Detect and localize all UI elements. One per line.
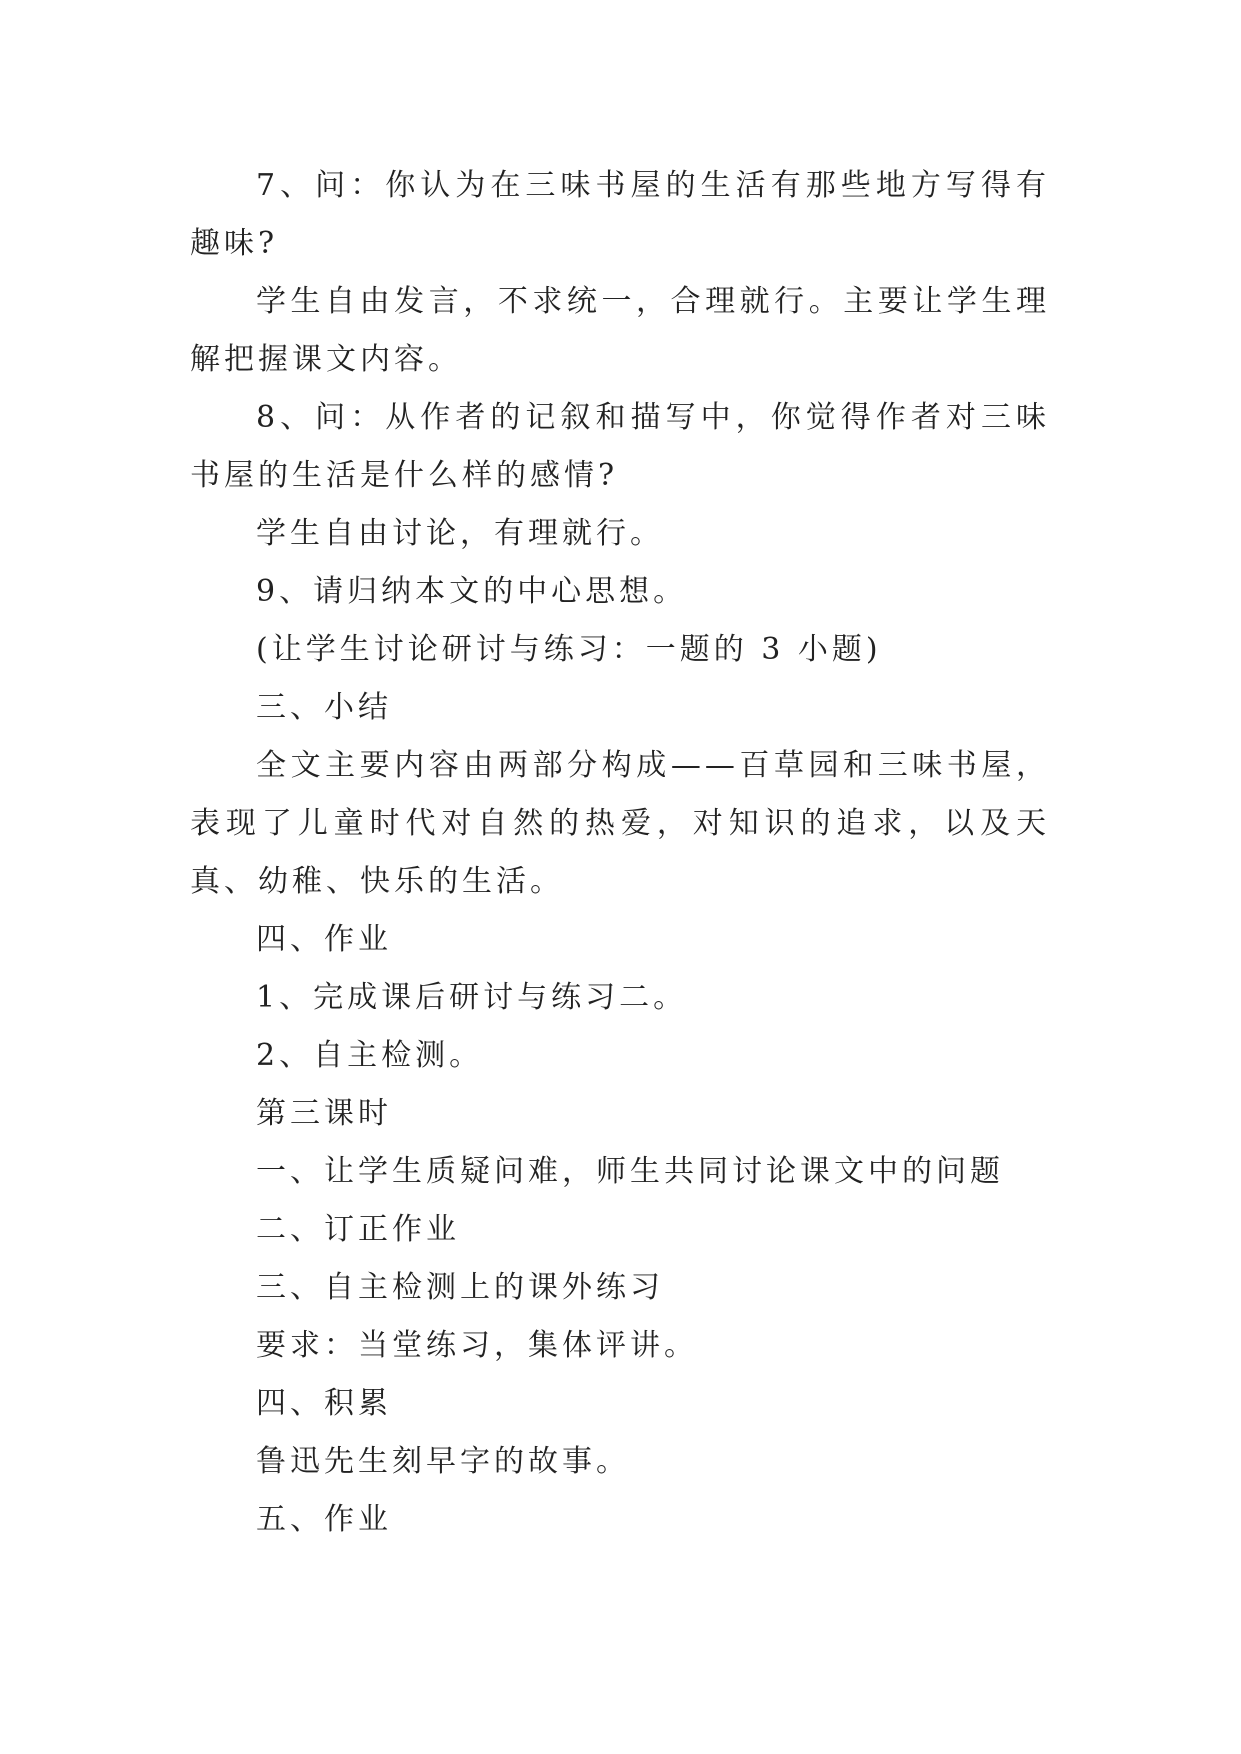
lesson-heading-third: 第三课时 (256, 1096, 392, 1131)
step-correct-homework: 二、订正作业 (256, 1212, 460, 1247)
list-item-homework-2: 2、自主检测。 (256, 1038, 484, 1073)
document-body (190, 157, 1050, 1549)
paragraph-question-7: 7、问：你认为在三味书屋的生活有那些地方写得有趣味? (190, 168, 1050, 261)
paragraph-summary: 全文主要内容由两部分构成——百草园和三味书屋，表现了儿童时代对自然的热爱，对知识的追求，以及天真、幼稚、快乐的生活。 (190, 748, 1050, 899)
paragraph-answer-7: 学生自由发言，不求统一，合理就行。主要让学生理解把握课文内容。 (190, 284, 1050, 377)
step-discuss-questions: 一、让学生质疑问难，师生共同讨论课文中的问题 (256, 1154, 1004, 1189)
section-heading-homework-2: 五、作业 (256, 1502, 392, 1537)
paragraph-requirement: 要求：当堂练习，集体评讲。 (256, 1328, 698, 1363)
section-heading-summary: 三、小结 (256, 690, 392, 725)
paragraph-question-8: 8、问：从作者的记叙和描写中，你觉得作者对三味书屋的生活是什么样的感情? (190, 400, 1050, 493)
step-extra-exercises: 三、自主检测上的课外练习 (256, 1270, 664, 1305)
paragraph-story: 鲁迅先生刻早字的故事。 (256, 1444, 630, 1479)
list-item-homework-1: 1、完成课后研讨与练习二。 (256, 980, 688, 1015)
paragraph-note: (让学生讨论研讨与练习：一题的 3 小题) (256, 632, 882, 667)
paragraph-answer-8: 学生自由讨论，有理就行。 (256, 516, 664, 551)
section-heading-homework: 四、作业 (256, 922, 392, 957)
paragraph-question-9: 9、请归纳本文的中心思想。 (256, 574, 688, 609)
section-heading-accumulate: 四、积累 (256, 1386, 392, 1421)
